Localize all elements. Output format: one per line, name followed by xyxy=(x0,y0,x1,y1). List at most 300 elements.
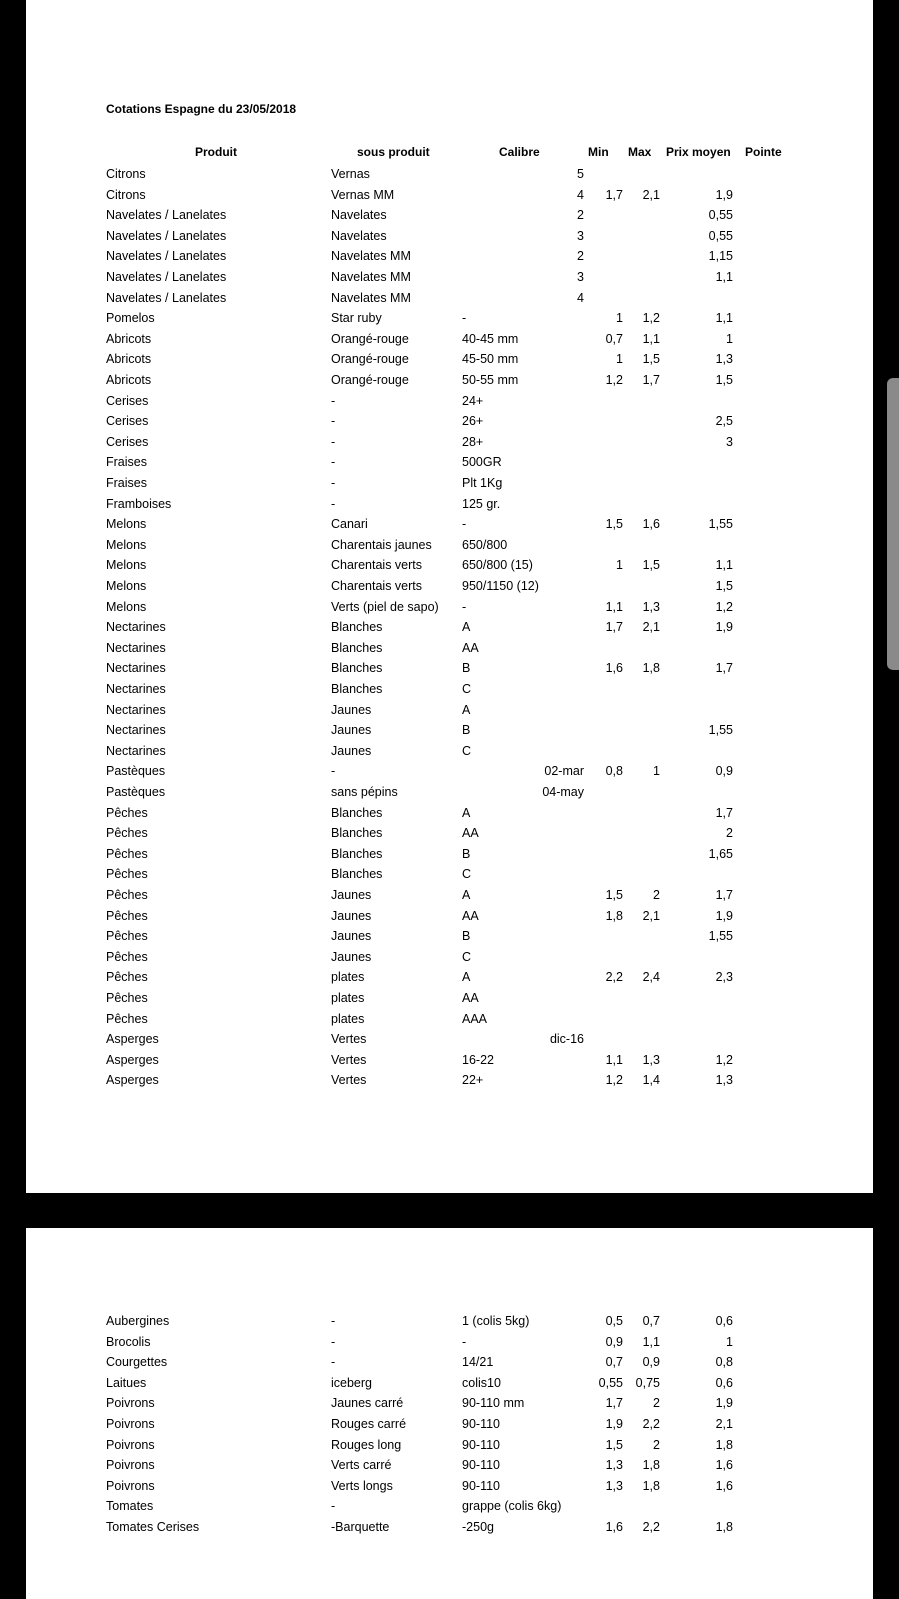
cell-prix-moyen: 1,3 xyxy=(715,352,733,367)
cell-prix-moyen: 1,55 xyxy=(708,929,733,944)
table-row xyxy=(26,166,873,186)
cell-min: 1 xyxy=(616,311,623,326)
cell-min: 2,2 xyxy=(605,970,623,985)
cell-calibre: Plt 1Kg xyxy=(462,476,503,490)
table-row xyxy=(26,557,873,577)
cell-prix-moyen: 1,5 xyxy=(715,579,733,593)
cell-prix-moyen: 0,6 xyxy=(715,1314,733,1328)
cell-produit: Nectarines xyxy=(106,640,166,655)
cell-produit: Brocolis xyxy=(106,1334,151,1349)
table-row xyxy=(26,866,873,886)
cell-min: 0,7 xyxy=(605,331,623,346)
cell-sous-produit: Navelates MM xyxy=(331,290,411,305)
cell-produit: Pastèques xyxy=(106,764,166,779)
cell-produit: Nectarines xyxy=(106,620,166,635)
cell-sous-produit: Star ruby xyxy=(331,311,382,326)
cell-sous-produit: Jaunes xyxy=(331,949,372,964)
cell-min: 1,7 xyxy=(605,187,623,202)
cell-calibre: A xyxy=(462,805,471,820)
cell-calibre: -250g xyxy=(462,1520,494,1534)
cell-calibre: 90-110 xyxy=(462,1437,500,1452)
document-page-1 xyxy=(26,0,873,1193)
cell-sous-produit: - xyxy=(331,455,336,470)
table-row xyxy=(26,1354,873,1374)
cell-produit: Pomelos xyxy=(106,311,155,326)
cell-produit: Tomates Cerises xyxy=(106,1520,200,1534)
cell-max: 0,9 xyxy=(642,1355,660,1370)
cell-produit: Melons xyxy=(106,579,147,593)
cell-calibre: 125 gr. xyxy=(462,496,501,511)
cell-produit: Pêches xyxy=(106,1011,148,1026)
cell-calibre: A xyxy=(462,888,471,902)
header-max: Max xyxy=(628,145,652,159)
cell-min: 1 xyxy=(616,558,623,573)
cell-produit: Navelates / Lanelates xyxy=(106,290,227,305)
cell-sous-produit: sans pépins xyxy=(331,785,398,799)
cell-calibre: A xyxy=(462,702,471,717)
cell-sous-produit: Blanches xyxy=(331,682,383,696)
cell-calibre: AA xyxy=(462,991,479,1005)
cell-prix-moyen: 1,2 xyxy=(715,1052,733,1067)
cell-calibre: 14/21 xyxy=(462,1355,494,1370)
cell-sous-produit: Vertes xyxy=(331,1052,367,1067)
cell-calibre: 650/800 (15) xyxy=(462,558,533,573)
cell-sous-produit: - xyxy=(331,1499,336,1514)
cell-sous-produit: Blanches xyxy=(331,846,383,861)
cell-produit: Navelates / Lanelates xyxy=(106,270,227,284)
cell-calibre-right: 3 xyxy=(577,228,584,243)
cell-max: 1,5 xyxy=(642,352,660,367)
table-row xyxy=(26,702,873,722)
cell-produit: Pêches xyxy=(106,867,148,882)
table-row xyxy=(26,887,873,907)
cell-prix-moyen: 1,9 xyxy=(715,620,733,635)
cell-calibre-right: 2 xyxy=(577,208,584,223)
cell-calibre: - xyxy=(462,599,467,614)
cell-produit: Nectarines xyxy=(106,682,166,696)
cell-sous-produit: Charentais jaunes xyxy=(331,537,432,552)
cell-sous-produit: plates xyxy=(331,970,365,985)
cell-produit: Citrons xyxy=(106,167,146,181)
cell-calibre: 500GR xyxy=(462,455,502,470)
cell-sous-produit: Verts longs xyxy=(331,1478,393,1493)
cell-produit: Asperges xyxy=(106,1073,159,1088)
table-row xyxy=(26,351,873,371)
cell-calibre-right: 4 xyxy=(577,187,584,202)
cell-sous-produit: Vernas MM xyxy=(331,187,395,202)
cell-sous-produit: Blanches xyxy=(331,826,383,841)
cell-calibre: 90-110 xyxy=(462,1478,500,1493)
cell-sous-produit: Jaunes xyxy=(331,888,372,902)
cell-calibre: 40-45 mm xyxy=(462,331,519,346)
cell-produit: Pêches xyxy=(106,991,148,1005)
cell-calibre: 45-50 mm xyxy=(462,352,519,367)
cell-min: 1,9 xyxy=(605,1417,623,1431)
cell-sous-produit: Jaunes xyxy=(331,929,372,944)
cell-calibre: 24+ xyxy=(462,393,484,408)
cell-max: 1,4 xyxy=(642,1073,660,1088)
header-pointe: Pointe xyxy=(745,145,782,159)
cell-max: 2,2 xyxy=(642,1417,660,1431)
cell-calibre: A xyxy=(462,620,471,635)
table-row xyxy=(26,1011,873,1031)
cell-max: 1,8 xyxy=(642,1458,660,1473)
cell-sous-produit: -Barquette xyxy=(331,1520,390,1534)
cell-min: 1,3 xyxy=(605,1478,623,1493)
cell-calibre: AA xyxy=(462,908,479,923)
cell-min: 1,6 xyxy=(605,661,623,676)
cell-max: 1,8 xyxy=(642,661,660,676)
cell-produit: Poivrons xyxy=(106,1458,155,1473)
table-row xyxy=(26,1437,873,1457)
cell-sous-produit: Blanches xyxy=(331,620,383,635)
table-row xyxy=(26,928,873,948)
cell-sous-produit: Navelates xyxy=(331,228,387,243)
cell-calibre: A xyxy=(462,970,471,985)
cell-calibre: - xyxy=(462,311,467,326)
cell-produit: Citrons xyxy=(106,187,146,202)
table-row xyxy=(26,393,873,413)
cell-calibre-right: 5 xyxy=(577,167,584,181)
cell-sous-produit: Charentais verts xyxy=(331,579,423,593)
cell-prix-moyen: 0,9 xyxy=(715,764,733,779)
cell-calibre: 22+ xyxy=(462,1073,484,1088)
cell-produit: Pêches xyxy=(106,805,148,820)
header-prix-moyen: Prix moyen xyxy=(666,145,731,159)
cell-sous-produit: Blanches xyxy=(331,661,383,676)
cell-prix-moyen: 1,1 xyxy=(715,558,733,573)
table-row xyxy=(26,187,873,207)
cell-sous-produit: - xyxy=(331,393,336,408)
cell-min: 0,8 xyxy=(605,764,623,779)
cell-calibre: AAA xyxy=(462,1011,488,1026)
cell-calibre: 26+ xyxy=(462,414,484,429)
table-row xyxy=(26,1031,873,1051)
cell-produit: Pêches xyxy=(106,949,148,964)
cell-calibre-right: 2 xyxy=(577,249,584,264)
table-row xyxy=(26,248,873,268)
table-row xyxy=(26,454,873,474)
cell-produit: Poivrons xyxy=(106,1396,155,1411)
cell-max: 2,1 xyxy=(642,620,660,635)
table-row xyxy=(26,1072,873,1092)
table-row xyxy=(26,990,873,1010)
table-row xyxy=(26,578,873,598)
cell-produit: Asperges xyxy=(106,1052,159,1067)
cell-produit: Poivrons xyxy=(106,1417,155,1431)
cell-sous-produit: Verts (piel de sapo) xyxy=(331,599,439,614)
cell-max: 1,2 xyxy=(642,311,660,326)
cell-min: 1,6 xyxy=(605,1520,623,1534)
cell-prix-moyen: 1,9 xyxy=(715,187,733,202)
table-row xyxy=(26,743,873,763)
cell-sous-produit: Orangé-rouge xyxy=(331,373,409,387)
table-row xyxy=(26,331,873,351)
cell-max: 2,4 xyxy=(642,970,660,985)
document-title: Cotations Espagne du 23/05/2018 xyxy=(106,102,297,116)
cell-prix-moyen: 0,8 xyxy=(715,1355,733,1370)
cell-calibre: 90-110 xyxy=(462,1417,500,1431)
table-row xyxy=(26,949,873,969)
table-row xyxy=(26,722,873,742)
cell-max: 2,2 xyxy=(642,1520,660,1534)
cell-prix-moyen: 1 xyxy=(726,1334,733,1349)
cell-prix-moyen: 2,3 xyxy=(715,970,733,985)
cell-produit: Abricots xyxy=(106,373,152,387)
cell-sous-produit: Jaunes xyxy=(331,702,372,717)
cell-sous-produit: Verts carré xyxy=(331,1458,392,1473)
cell-produit: Navelates / Lanelates xyxy=(106,208,227,223)
cell-sous-produit: plates xyxy=(331,991,365,1005)
cell-sous-produit: iceberg xyxy=(331,1375,372,1390)
cell-produit: Pêches xyxy=(106,888,148,902)
cell-max: 2,1 xyxy=(642,187,660,202)
cell-produit: Tomates xyxy=(106,1499,154,1514)
cell-min: 1,3 xyxy=(605,1458,623,1473)
cell-sous-produit: Charentais verts xyxy=(331,558,423,573)
cell-produit: Framboises xyxy=(106,496,172,511)
cell-max: 1,7 xyxy=(642,373,660,387)
table-row xyxy=(26,475,873,495)
cell-prix-moyen: 0,6 xyxy=(715,1375,733,1390)
cell-prix-moyen: 1,5 xyxy=(715,373,733,387)
table-row xyxy=(26,784,873,804)
cell-calibre: 50-55 mm xyxy=(462,373,519,387)
cell-sous-produit: - xyxy=(331,414,336,429)
cell-produit: Cerises xyxy=(106,393,149,408)
cell-sous-produit: Jaunes xyxy=(331,908,372,923)
cell-sous-produit: Vertes xyxy=(331,1073,367,1088)
cell-calibre: 950/1150 (12) xyxy=(462,579,539,593)
cell-sous-produit: Blanches xyxy=(331,805,383,820)
cell-produit: Melons xyxy=(106,599,147,614)
table-row xyxy=(26,763,873,783)
table-row xyxy=(26,516,873,536)
cell-sous-produit: - xyxy=(331,434,336,449)
table-row xyxy=(26,846,873,866)
table-row xyxy=(26,660,873,680)
cell-min: 1,2 xyxy=(605,373,623,387)
cell-produit: Laitues xyxy=(106,1375,147,1390)
cell-calibre: C xyxy=(462,743,472,758)
cell-prix-moyen: 1,8 xyxy=(715,1437,733,1452)
cell-calibre: 28+ xyxy=(462,434,484,449)
cell-min: 1 xyxy=(616,352,623,367)
cell-prix-moyen: 1,9 xyxy=(715,908,733,923)
cell-sous-produit: - xyxy=(331,1355,336,1370)
table-row xyxy=(26,1375,873,1395)
cell-sous-produit: Orangé-rouge xyxy=(331,352,409,367)
cell-min: 0,55 xyxy=(598,1375,623,1390)
table-row xyxy=(26,619,873,639)
cell-produit: Fraises xyxy=(106,476,147,490)
cell-calibre: C xyxy=(462,682,472,696)
table-row xyxy=(26,310,873,330)
cell-sous-produit: Orangé-rouge xyxy=(331,331,409,346)
cell-min: 0,5 xyxy=(605,1314,623,1328)
table-row xyxy=(26,269,873,289)
cell-calibre: 90-110 mm xyxy=(462,1396,525,1411)
table-row xyxy=(26,1334,873,1354)
cell-min: 1,1 xyxy=(605,1052,623,1067)
table-row xyxy=(26,805,873,825)
cell-calibre: colis10 xyxy=(462,1375,501,1390)
document-page-2 xyxy=(26,1228,873,1599)
cell-prix-moyen: 1,6 xyxy=(715,1478,733,1493)
cell-max: 2 xyxy=(653,1437,660,1452)
cell-produit: Pêches xyxy=(106,970,148,985)
cell-min: 1,7 xyxy=(605,1396,623,1411)
cell-sous-produit: Jaunes xyxy=(331,723,372,738)
cell-prix-moyen: 2,5 xyxy=(715,414,733,429)
cell-min: 1,5 xyxy=(605,517,623,532)
cell-min: 1,5 xyxy=(605,1437,623,1452)
cell-max: 2,1 xyxy=(642,908,660,923)
table-row xyxy=(26,1478,873,1498)
table-row xyxy=(26,969,873,989)
table-row xyxy=(26,1498,873,1518)
cell-max: 1,8 xyxy=(642,1478,660,1493)
cell-produit: Nectarines xyxy=(106,702,166,717)
cell-max: 0,7 xyxy=(642,1314,660,1328)
cell-produit: Poivrons xyxy=(106,1478,155,1493)
cell-sous-produit: Navelates MM xyxy=(331,270,411,284)
cell-produit: Asperges xyxy=(106,1032,159,1047)
table-row xyxy=(26,207,873,227)
table-row xyxy=(26,681,873,701)
cell-prix-moyen: 0,55 xyxy=(708,228,733,243)
cell-calibre: 90-110 xyxy=(462,1458,500,1473)
cell-calibre: B xyxy=(462,846,471,861)
cell-sous-produit: Vernas xyxy=(331,167,370,181)
cell-prix-moyen: 1,3 xyxy=(715,1073,733,1088)
cell-max: 0,75 xyxy=(635,1375,660,1390)
cell-produit: Abricots xyxy=(106,352,152,367)
cell-max: 1,3 xyxy=(642,599,660,614)
header-min: Min xyxy=(588,145,609,159)
cell-prix-moyen: 3 xyxy=(726,434,733,449)
cell-max: 1,1 xyxy=(642,331,660,346)
cell-prix-moyen: 1,7 xyxy=(715,661,733,676)
cell-min: 1,8 xyxy=(605,908,623,923)
cell-calibre: - xyxy=(462,1334,467,1349)
table-row xyxy=(26,1052,873,1072)
table-row xyxy=(26,1457,873,1477)
cell-calibre: B xyxy=(462,723,471,738)
cell-max: 1 xyxy=(653,764,660,779)
table-row xyxy=(26,599,873,619)
cell-prix-moyen: 1,65 xyxy=(708,846,733,861)
cell-produit: Aubergines xyxy=(106,1314,170,1328)
cell-sous-produit: - xyxy=(331,476,336,490)
cell-calibre: AA xyxy=(462,640,479,655)
cell-max: 1,3 xyxy=(642,1052,660,1067)
cell-sous-produit: Canari xyxy=(331,517,368,532)
cell-produit: Pêches xyxy=(106,846,148,861)
cell-produit: Melons xyxy=(106,537,147,552)
cell-produit: Navelates / Lanelates xyxy=(106,228,227,243)
cell-max: 1,1 xyxy=(642,1334,660,1349)
cell-sous-produit: Navelates xyxy=(331,208,387,223)
table-row xyxy=(26,1416,873,1436)
cell-prix-moyen: 1,1 xyxy=(715,311,733,326)
cell-produit: Nectarines xyxy=(106,743,166,758)
cell-calibre: grappe (colis 6kg) xyxy=(462,1499,562,1514)
cell-prix-moyen: 1,7 xyxy=(715,888,733,902)
cell-sous-produit: - xyxy=(331,764,336,779)
cell-min: 1,7 xyxy=(605,620,623,635)
cell-prix-moyen: 1,6 xyxy=(715,1458,733,1473)
table-row xyxy=(26,372,873,392)
cell-min: 1,2 xyxy=(605,1073,623,1088)
cell-prix-moyen: 2,1 xyxy=(715,1417,733,1431)
table-row xyxy=(26,1313,873,1333)
table-row xyxy=(26,640,873,660)
cell-produit: Navelates / Lanelates xyxy=(106,249,227,264)
cell-max: 1,5 xyxy=(642,558,660,573)
table-row xyxy=(26,537,873,557)
cell-produit: Cerises xyxy=(106,414,149,429)
cell-sous-produit: Vertes xyxy=(331,1032,367,1047)
cell-produit: Nectarines xyxy=(106,723,166,738)
cell-prix-moyen: 2 xyxy=(726,826,733,841)
cell-sous-produit: plates xyxy=(331,1011,365,1026)
cell-prix-moyen: 1,55 xyxy=(708,723,733,738)
cell-max: 2 xyxy=(653,888,660,902)
cell-sous-produit: Blanches xyxy=(331,640,383,655)
cell-max: 1,6 xyxy=(642,517,660,532)
cell-sous-produit: - xyxy=(331,1314,336,1328)
cell-prix-moyen: 1,9 xyxy=(715,1396,733,1411)
header-sous-produit: sous produit xyxy=(357,145,430,159)
cell-sous-produit: Rouges carré xyxy=(331,1417,407,1431)
table-row xyxy=(26,1519,873,1539)
cell-produit: Pêches xyxy=(106,908,148,923)
cell-produit: Melons xyxy=(106,558,147,573)
cell-calibre-right: 3 xyxy=(577,270,584,284)
cell-prix-moyen: 1,55 xyxy=(708,517,733,532)
cell-calibre: C xyxy=(462,949,472,964)
cell-min: 0,7 xyxy=(605,1355,623,1370)
cell-max: 2 xyxy=(653,1396,660,1411)
header-calibre: Calibre xyxy=(499,145,540,159)
header-produit: Produit xyxy=(195,145,237,159)
cell-calibre: AA xyxy=(462,826,479,841)
cell-produit: Pêches xyxy=(106,826,148,841)
cell-sous-produit: - xyxy=(331,496,336,511)
cell-sous-produit: Jaunes carré xyxy=(331,1396,404,1411)
table-row xyxy=(26,825,873,845)
cell-calibre: B xyxy=(462,661,471,676)
table-row xyxy=(26,228,873,248)
table-row xyxy=(26,434,873,454)
cell-calibre-right: 4 xyxy=(577,290,584,305)
cell-produit: Poivrons xyxy=(106,1437,155,1452)
cell-calibre-right: dic-16 xyxy=(549,1032,584,1047)
cell-calibre-right: 02-mar xyxy=(544,764,584,779)
cell-prix-moyen: 1,1 xyxy=(715,270,733,284)
cell-prix-moyen: 1,7 xyxy=(715,805,733,820)
cell-calibre: C xyxy=(462,867,472,882)
cell-produit: Cerises xyxy=(106,434,149,449)
cell-produit: Fraises xyxy=(106,455,147,470)
cell-calibre: 16-22 xyxy=(462,1052,494,1067)
table-row xyxy=(26,413,873,433)
scrollbar-thumb[interactable] xyxy=(887,378,899,670)
cell-sous-produit: Navelates MM xyxy=(331,249,411,264)
cell-calibre: 650/800 xyxy=(462,537,508,552)
cell-sous-produit: Rouges long xyxy=(331,1437,402,1452)
